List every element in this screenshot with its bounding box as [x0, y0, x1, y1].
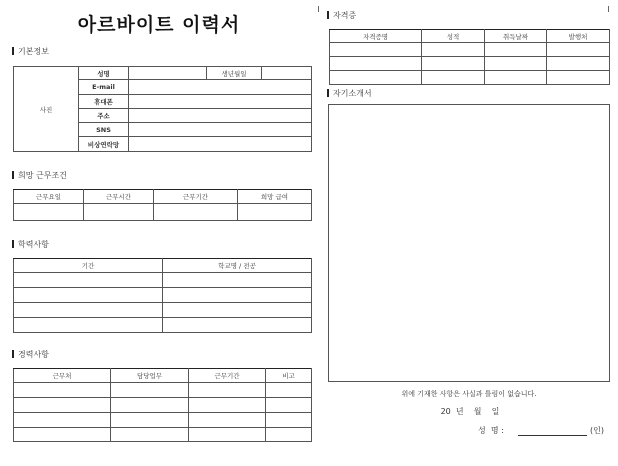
label-name: 성명 [79, 67, 129, 80]
label-address: 주소 [79, 109, 129, 123]
field-sns[interactable] [129, 123, 312, 137]
conditions-input-cell[interactable] [84, 204, 154, 221]
section-intro-label: 자기소개서 [333, 88, 372, 98]
section-marker-icon [12, 171, 14, 179]
intro-textarea[interactable] [328, 104, 610, 382]
license-input-cell[interactable] [422, 57, 485, 71]
label-birth: 생년월일 [207, 67, 262, 80]
photo-cell: 사진 [14, 67, 79, 152]
section-license-heading [327, 10, 356, 20]
career-header-cell: 근무기간 [189, 369, 266, 383]
date-line: 20 년 월 일 [440, 407, 500, 416]
label-emergency: 비상연락망 [79, 137, 129, 152]
career-header-cell: 담당업무 [111, 369, 189, 383]
license-header-cell: 자격증명 [330, 30, 422, 43]
license-table [329, 29, 610, 85]
education-input-cell[interactable] [14, 288, 163, 303]
page-guide-mark [608, 6, 609, 12]
education-header-cell: 학교명 / 전공 [163, 259, 312, 273]
field-name[interactable] [129, 67, 207, 80]
section-marker-icon [327, 11, 329, 19]
career-input-cell[interactable] [266, 428, 312, 442]
career-input-cell[interactable] [266, 398, 312, 413]
section-basic-label: 기본정보 [18, 46, 49, 56]
conditions-input-cell[interactable] [238, 204, 312, 221]
conditions-header-cell: 근무요일 [14, 190, 84, 204]
label-email: E-mail [79, 80, 129, 95]
page-guide-mark [318, 6, 319, 12]
field-phone[interactable] [129, 95, 312, 109]
label-sns: SNS [79, 123, 129, 137]
conditions-table [13, 189, 312, 221]
conditions-header-cell: 희망 급여 [238, 190, 312, 204]
career-input-cell[interactable] [189, 428, 266, 442]
education-input-cell[interactable] [163, 273, 312, 288]
section-career-heading [12, 349, 49, 359]
career-input-cell[interactable] [111, 428, 189, 442]
license-input-cell[interactable] [422, 43, 485, 57]
declaration-text: 위에 기재한 사항은 사실과 틀림이 없습니다. [401, 390, 537, 398]
section-marker-icon [12, 350, 14, 358]
signature-line [478, 425, 610, 437]
section-marker-icon [12, 47, 14, 55]
license-input-cell[interactable] [330, 57, 422, 71]
career-input-cell[interactable] [266, 413, 312, 428]
career-table [13, 368, 312, 442]
career-input-cell[interactable] [111, 413, 189, 428]
license-input-cell[interactable] [485, 57, 547, 71]
license-header-cell: 발행처 [547, 30, 610, 43]
field-email[interactable] [129, 80, 312, 95]
section-conditions-label: 희망 근무조건 [18, 170, 67, 180]
career-input-cell[interactable] [14, 383, 111, 398]
section-education-heading [12, 239, 49, 249]
education-input-cell[interactable] [163, 318, 312, 333]
license-input-cell[interactable] [330, 71, 422, 85]
signature-label: 성 명 : [478, 426, 504, 435]
career-input-cell[interactable] [14, 413, 111, 428]
field-address[interactable] [129, 109, 312, 123]
conditions-header-cell: 근무시간 [84, 190, 154, 204]
education-input-cell[interactable] [163, 303, 312, 318]
career-input-cell[interactable] [111, 383, 189, 398]
label-phone: 휴대폰 [79, 95, 129, 109]
education-header-cell: 기간 [14, 259, 163, 273]
career-input-cell[interactable] [111, 398, 189, 413]
career-header-cell: 비고 [266, 369, 312, 383]
signature-blank[interactable] [518, 435, 587, 436]
career-input-cell[interactable] [189, 383, 266, 398]
career-header-cell: 근무처 [14, 369, 111, 383]
career-input-cell[interactable] [189, 398, 266, 413]
education-table [13, 258, 312, 333]
section-education-label: 학력사항 [18, 239, 49, 249]
license-header-cell: 성적 [422, 30, 485, 43]
license-input-cell[interactable] [547, 71, 610, 85]
section-conditions-heading [12, 170, 67, 180]
field-birth[interactable] [262, 67, 312, 80]
conditions-header-cell: 근무기간 [154, 190, 238, 204]
license-input-cell[interactable] [422, 71, 485, 85]
career-input-cell[interactable] [189, 413, 266, 428]
license-input-cell[interactable] [485, 71, 547, 85]
section-basic-heading [12, 46, 49, 56]
career-input-cell[interactable] [14, 428, 111, 442]
basic-info-table [13, 66, 312, 152]
conditions-input-cell[interactable] [154, 204, 238, 221]
license-input-cell[interactable] [485, 43, 547, 57]
education-input-cell[interactable] [14, 273, 163, 288]
page-title: 아르바이트 이력서 [77, 14, 241, 36]
seal-text: (인) [590, 426, 604, 435]
section-marker-icon [12, 240, 14, 248]
section-intro-heading [327, 88, 372, 98]
field-emergency[interactable] [129, 137, 312, 152]
license-input-cell[interactable] [330, 43, 422, 57]
license-input-cell[interactable] [547, 57, 610, 71]
section-career-label: 경력사항 [18, 349, 49, 359]
education-input-cell[interactable] [14, 303, 163, 318]
section-marker-icon [327, 89, 329, 97]
conditions-input-cell[interactable] [14, 204, 84, 221]
license-header-cell: 취득날짜 [485, 30, 547, 43]
education-input-cell[interactable] [14, 318, 163, 333]
section-license-label: 자격증 [333, 10, 357, 20]
license-input-cell[interactable] [547, 43, 610, 57]
education-input-cell[interactable] [163, 288, 312, 303]
career-input-cell[interactable] [14, 398, 111, 413]
career-input-cell[interactable] [266, 383, 312, 398]
